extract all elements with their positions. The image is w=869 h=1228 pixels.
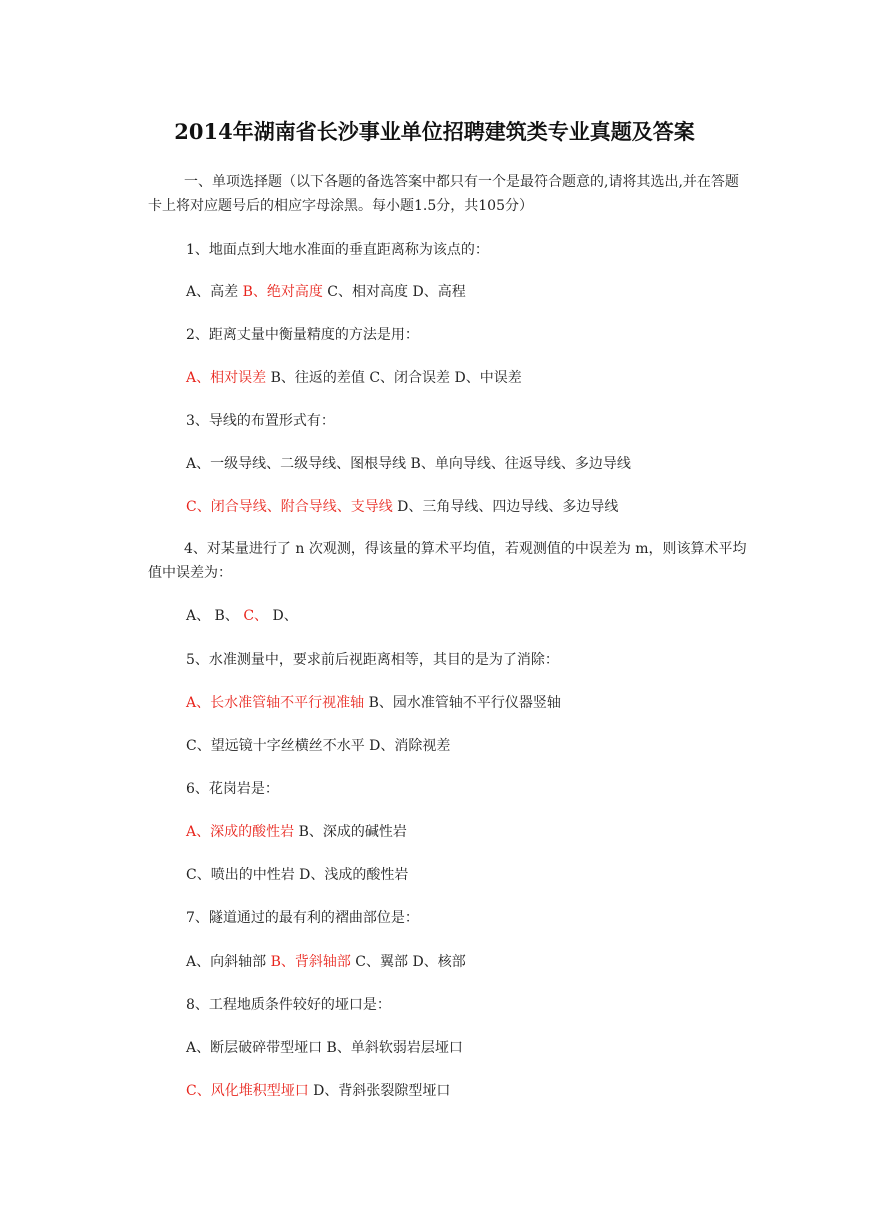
option-text: D、三角导线、四边导线、多边导线: [392, 499, 619, 515]
option-text: A、 B、: [186, 608, 244, 624]
question-3-options-cd: [186, 497, 618, 517]
correct-answer: A、深成的酸性岩: [186, 824, 295, 840]
question-5: 5、水准测量中，要求前后视距离相等，其目的是为了消除：: [186, 652, 559, 668]
correct-answer: C、风化堆积型垭口: [186, 1083, 309, 1099]
question-4-options: [186, 606, 298, 626]
correct-answer: B、背斜轴部: [270, 954, 351, 970]
option-text: D、背斜张裂隙型垭口: [308, 1083, 451, 1099]
correct-answer: A、长水准管轴不平行视准轴: [186, 695, 365, 711]
option-text: C、相对高度 D、高程: [322, 284, 466, 300]
question-6: 6、花岗岩是：: [186, 781, 279, 797]
question-6-options-cd: C、喷出的中性岩 D、浅成的酸性岩: [186, 867, 409, 883]
question-3: 3、导线的布置形式有：: [186, 413, 335, 429]
correct-answer: A、相对误差: [186, 370, 267, 386]
question-2-options: [186, 368, 522, 388]
correct-answer: C、: [243, 608, 269, 624]
correct-answer: C、闭合导线、附合导线、支导线: [186, 499, 393, 515]
question-1: 1、地面点到大地水准面的垂直距离称为该点的：: [186, 242, 489, 258]
option-text: A、高差: [186, 284, 243, 300]
question-8: 8、工程地质条件较好的垭口是：: [186, 997, 391, 1013]
section-intro: 一、单项选择题（以下各题的备选答案中都只有一个是最符合题意的,请将其选出,并在答题卡上将对应题号后的相应字母涂黑。每小题1.5分，共105分）: [148, 174, 739, 214]
question-8-options-ab: A、断层破碎带型垭口 B、单斜软弱岩层垭口: [186, 1040, 463, 1056]
question-7-options: [186, 952, 466, 972]
question-1-options: [186, 282, 466, 302]
question-5-options-cd: C、望远镜十字丝横丝不水平 D、消除视差: [186, 738, 451, 754]
option-text: B、深成的碱性岩: [294, 824, 407, 840]
question-6-options-ab: [186, 822, 407, 842]
question-4: 4、对某量进行了 n 次观测，得该量的算术平均值，若观测值的中误差为 m，则该算术平均值中误差为：: [148, 541, 747, 581]
option-text: D、: [268, 608, 298, 624]
option-text: B、往返的差值 C、闭合误差 D、中误差: [266, 370, 522, 386]
page-title: 2014年湖南省长沙事业单位招聘建筑类专业真题及答案: [174, 119, 695, 144]
question-3-options-ab: A、一级导线、二级导线、图根导线 B、单向导线、往返导线、多边导线: [186, 456, 631, 472]
question-7: 7、隧道通过的最有利的褶曲部位是：: [186, 910, 419, 926]
question-5-options-ab: [186, 693, 561, 713]
option-text: C、翼部 D、核部: [350, 954, 466, 970]
correct-answer: B、绝对高度: [242, 284, 323, 300]
option-text: A、向斜轴部: [186, 954, 271, 970]
question-8-options-cd: [186, 1081, 450, 1101]
option-text: B、园水准管轴不平行仪器竖轴: [364, 695, 561, 711]
question-2: 2、距离丈量中衡量精度的方法是用：: [186, 327, 419, 343]
